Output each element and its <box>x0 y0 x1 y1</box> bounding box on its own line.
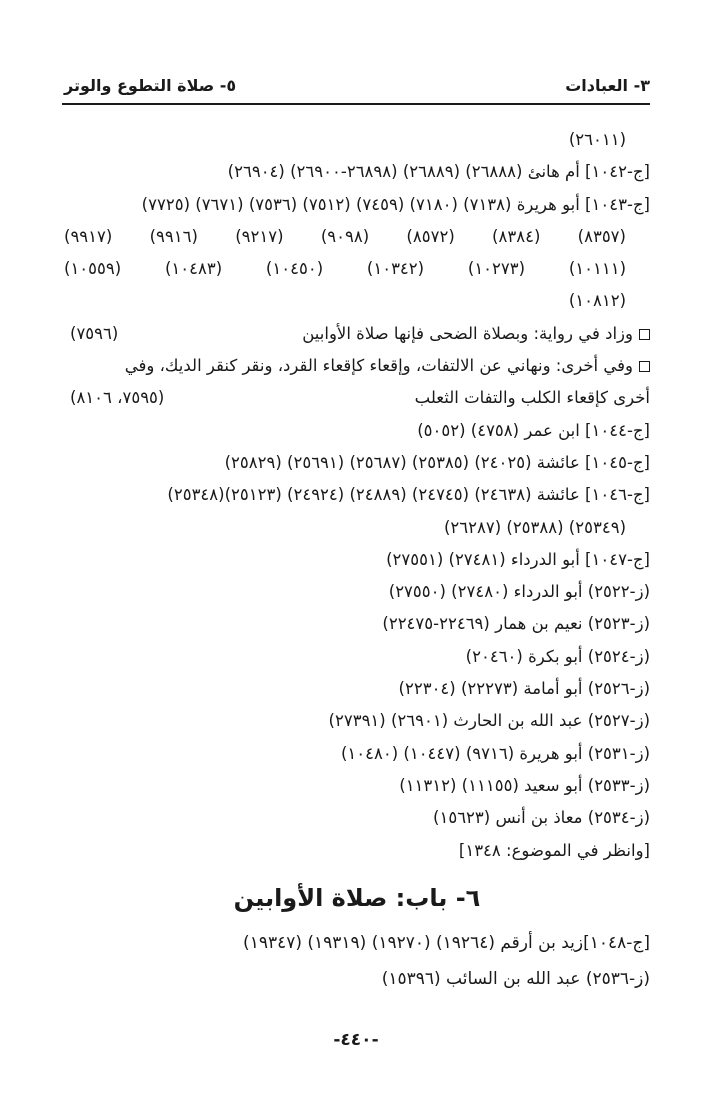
line-content: (ز-٢٥٣١) أبو هريرة (٩٧١٦) (١٠٤٤٧) (١٠٤٨٠) <box>340 743 650 763</box>
index-line <box>64 350 650 382</box>
index-line <box>64 512 650 544</box>
page-body <box>64 124 650 997</box>
index-line <box>64 479 650 511</box>
section-heading: ٦- باب: صلاة الأوابين <box>233 883 481 912</box>
index-line <box>64 189 650 221</box>
index-line <box>64 738 650 770</box>
line-content: (١٠١١١) (١٠٢٧٣) (١٠٣٤٢) (١٠٤٥٠) (١٠٤٨٣) (١٠٥٥٩) <box>64 259 627 279</box>
index-line <box>64 415 650 447</box>
line-content: [وانظر في الموضوع: ١٣٤٨] <box>458 840 650 860</box>
square-bullet-icon <box>639 329 650 340</box>
line-content: وفي أخرى: ونهاني عن الالتفات، وإقعاء كإقعاء القرد، ونقر كنقر الديك، وفي <box>124 356 633 376</box>
line-content: (٢٥٣٤٩) (٢٥٣٨٨) (٢٦٢٨٧) <box>443 517 626 537</box>
section-title: ٥- صلاة التطوع والوتر <box>64 76 237 95</box>
line-content: [ج-١٠٤٣] أبو هريرة (٧١٣٨) (٧١٨٠) (٧٤٥٩) (٧٥١٢) (٧٥٣٦) (٧٦٧١) (٧٧٢٥) <box>141 194 650 214</box>
index-line <box>64 641 650 673</box>
index-line <box>64 705 650 737</box>
line-content: [ج-١٠٤٢] أم هانئ (٢٦٨٨٨) (٢٦٨٨٩) (٢٦٨٩٨-٢٦٩٠٠) (٢٦٩٠٤) <box>227 162 650 182</box>
line-content: (ز-٢٥٢٧) عبد الله بن الحارث (٢٦٩٠١) (٢٧٣٩١) <box>328 711 650 731</box>
line-content: [ج-١٠٤٨]زيد بن أرقم (١٩٢٦٤) (١٩٢٧٠) (١٩٣١٩) (١٩٣٤٧) <box>243 932 650 953</box>
running-header <box>64 74 650 100</box>
line-content: (ز-٢٥٣٤) معاذ بن أنس (١٥٦٢٣) <box>433 808 650 828</box>
line-content: (ز-٢٥٢٢) أبو الدرداء (٢٧٤٨٠) (٢٧٥٥٠) <box>388 582 650 602</box>
line-content: (ز-٢٥٢٦) أبو أمامة (٢٢٢٧٣) (٢٢٣٠٤) <box>398 679 650 699</box>
line-content: وزاد في رواية: وبصلاة الضحى فإنها صلاة الأوابين <box>302 323 633 343</box>
index-line <box>64 318 650 350</box>
index-line <box>64 221 650 253</box>
line-content: [ج-١٠٤٤] ابن عمر (٤٧٥٨) (٥٠٥٢) <box>417 420 650 440</box>
line-content: (ز-٢٥٣٣) أبو سعيد (١١١٥٥) (١١٣١٢) <box>399 775 650 795</box>
line-reference: (٧٥٩٦) <box>70 323 119 343</box>
line-content: أخرى كإقعاء الكلب والتفات الثعلب <box>414 388 650 408</box>
index-entries <box>64 124 650 867</box>
index-line <box>64 802 650 834</box>
line-content: (ز-٢٥٣٦) عبد الله بن السائب (١٥٣٩٦) <box>381 968 650 989</box>
line-text <box>302 318 650 350</box>
chapter-title: ٣- العبادات <box>565 76 650 95</box>
line-text <box>415 382 650 414</box>
index-line <box>64 925 650 961</box>
index-line <box>64 447 650 479</box>
index-line <box>64 253 650 285</box>
index-line <box>64 124 650 156</box>
index-line <box>64 961 650 997</box>
index-line <box>64 156 650 188</box>
index-line <box>64 382 650 414</box>
line-content: (ز-٢٥٢٣) نعيم بن همار (٢٢٤٦٩-٢٢٤٧٥) <box>382 614 650 634</box>
line-content: [ج-١٠٤٧] أبو الدرداء (٢٧٤٨١) (٢٧٥٥١) <box>386 549 650 569</box>
index-line <box>64 770 650 802</box>
line-content: (ز-٢٥٢٤) أبو بكرة (٢٠٤٦٠) <box>465 646 650 666</box>
square-bullet-icon <box>639 361 650 372</box>
index-line <box>64 544 650 576</box>
line-content: (١٠٨١٢) <box>568 291 626 311</box>
page-number: -٤٤٠- <box>333 1030 379 1050</box>
index-line <box>64 285 650 317</box>
section-entries <box>64 925 650 997</box>
index-line <box>64 608 650 640</box>
index-line <box>64 576 650 608</box>
line-content: [ج-١٠٤٦] عائشة (٢٤٦٣٨) (٢٤٧٤٥) (٢٤٨٨٩) (٢٤٩٢٤) (٢٥١٢٣)(٢٥٣٤٨) <box>167 485 650 505</box>
index-line <box>64 835 650 867</box>
index-line <box>64 673 650 705</box>
line-content: [ج-١٠٤٥] عائشة (٢٤٠٢٥) (٢٥٣٨٥) (٢٥٦٨٧) (٢٥٦٩١) (٢٥٨٢٩) <box>224 452 650 472</box>
line-content: (٨٣٥٧) (٨٣٨٤) (٨٥٧٢) (٩٠٩٨) (٩٢١٧) (٩٩١٦) (٩٩١٧) <box>64 226 626 246</box>
line-reference: (٧٥٩٥، ٨١٠٦) <box>70 388 165 408</box>
header-rule <box>62 103 650 105</box>
line-content: (٢٦٠١١) <box>568 130 626 149</box>
